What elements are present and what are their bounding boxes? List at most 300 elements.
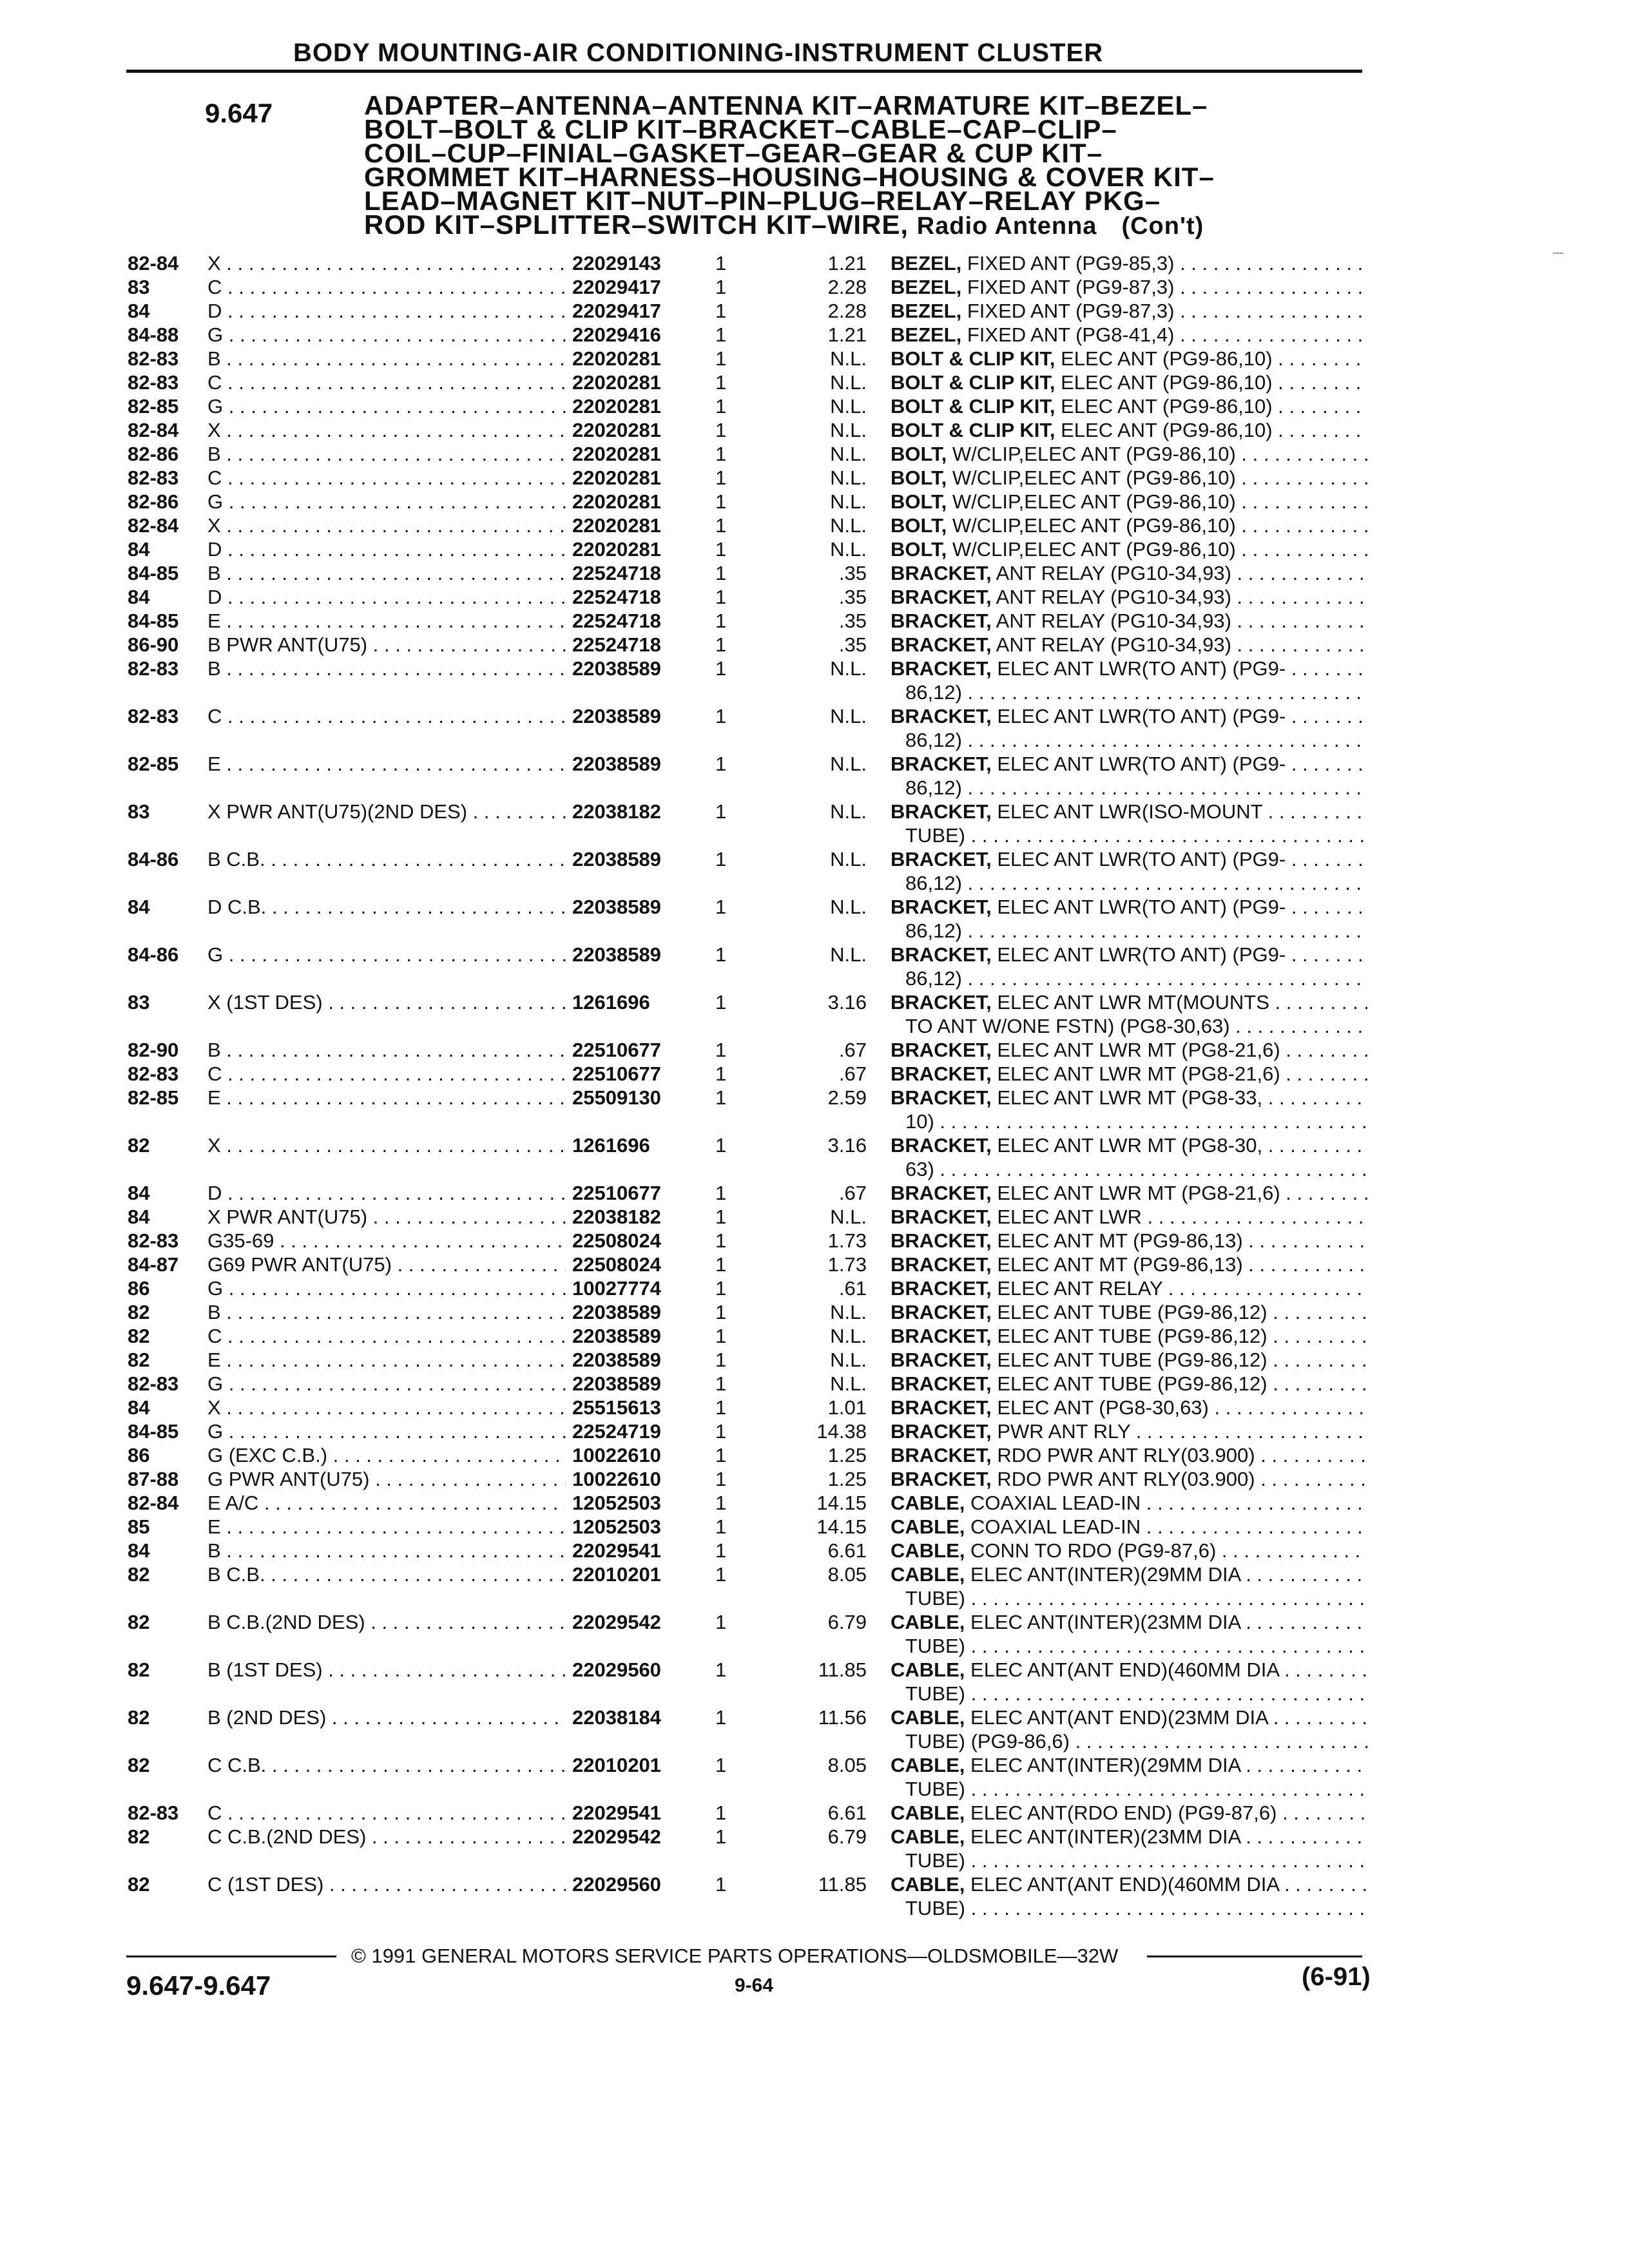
footer-group-range: 9.647-9.647: [126, 1970, 271, 2001]
body-code: B . . .: [207, 1038, 566, 1062]
group-title-line: COIL–CUP–FINIAL–GASKET–GEAR–GEAR & CUP KIT–: [364, 138, 1103, 168]
part-number: 22524718: [568, 585, 661, 609]
model-years: 84-85: [128, 610, 179, 632]
part-description: [891, 394, 1367, 418]
price: .35: [838, 586, 867, 608]
part-detail: ELEC ANT TUBE (PG9-86,12): [997, 1349, 1268, 1371]
part-number: 22029560: [568, 1872, 661, 1896]
part-description: [891, 1491, 1367, 1515]
quantity: 1: [715, 848, 727, 870]
body-code: B (2ND DES) . . .: [207, 1706, 566, 1729]
part-detail: COAXIAL LEAD-IN: [970, 1515, 1141, 1538]
part-detail: FIXED ANT (PG9-87,3): [967, 276, 1175, 298]
model-years: 82-84: [128, 514, 179, 537]
part-detail: ELEC ANT RELAY: [997, 1277, 1163, 1300]
part-number: 22029542: [568, 1825, 661, 1849]
part-description: [891, 585, 1367, 609]
part-description: [891, 537, 1367, 561]
model-years: 82: [128, 1134, 150, 1157]
body-code: E A/C . . .: [207, 1491, 566, 1515]
part-name: BOLT,: [891, 538, 947, 561]
quantity: 1: [715, 1563, 727, 1586]
body-code: G PWR ANT(U75) . . .: [207, 1467, 566, 1491]
model-years: 84: [128, 1182, 150, 1204]
part-number: 22038589: [568, 752, 661, 776]
body-code: B C.B.(2ND DES) . . .: [207, 1610, 566, 1634]
part-name: BRACKET,: [891, 633, 992, 656]
model-years: 82-83: [128, 705, 179, 727]
price: 14.38: [816, 1420, 867, 1443]
body-code: X . . .: [207, 514, 566, 537]
part-number: 22020281: [568, 394, 661, 418]
footer-page-number: 9-64: [735, 1975, 774, 1996]
part-description: [891, 1133, 1367, 1157]
body-code: X . . .: [207, 418, 566, 442]
model-years: 82: [128, 1754, 150, 1776]
price: .67: [838, 1062, 867, 1085]
price: 8.05: [827, 1754, 867, 1776]
price: 2.59: [827, 1086, 867, 1109]
part-detail: PWR ANT RLY: [997, 1420, 1131, 1443]
body-code: B . . .: [207, 347, 566, 370]
body-code: E . . .: [207, 1086, 566, 1110]
part-detail: FIXED ANT (PG9-87,3): [967, 300, 1175, 322]
model-years: 84: [128, 300, 150, 322]
quantity: 1: [715, 586, 727, 608]
model-years: 82-85: [128, 1086, 179, 1109]
quantity: 1: [715, 1039, 727, 1061]
part-description: [891, 1062, 1367, 1086]
part-description-cont: 86,12) . . .: [905, 871, 1367, 895]
model-years: 82-83: [128, 1802, 179, 1824]
part-number: 22010201: [568, 1562, 661, 1586]
part-name: BRACKET,: [891, 1229, 992, 1252]
part-name: BRACKET,: [891, 800, 992, 823]
model-years: 82: [128, 1611, 150, 1633]
model-years: 84-85: [128, 562, 179, 584]
part-description: [891, 1706, 1367, 1729]
part-number: 10022610: [568, 1467, 661, 1491]
price: N.L.: [830, 943, 867, 966]
part-detail: ELEC ANT(ANT END)(460MM DIA: [970, 1658, 1279, 1681]
part-description: [891, 1181, 1367, 1205]
part-detail: ELEC ANT(INTER)(23MM DIA: [970, 1611, 1240, 1633]
model-years: 82-84: [128, 419, 179, 441]
part-number: 22029541: [568, 1801, 661, 1825]
part-number: 12052503: [568, 1491, 661, 1515]
part-detail: ELEC ANT LWR MT (PG8-21,6): [997, 1039, 1280, 1061]
part-detail: W/CLIP,ELEC ANT (PG9-86,10): [952, 538, 1236, 561]
part-name: BRACKET,: [891, 943, 992, 966]
part-number: 22510677: [568, 1181, 661, 1205]
part-detail: ANT RELAY (PG10-34,93): [996, 586, 1231, 608]
part-detail: ELEC ANT LWR(ISO-MOUNT: [997, 800, 1263, 823]
quantity: 1: [715, 490, 727, 513]
part-number: 22020281: [568, 347, 661, 370]
price: 14.15: [816, 1515, 867, 1538]
part-description: [891, 704, 1367, 728]
price: 11.56: [818, 1706, 867, 1729]
quantity: 1: [715, 753, 727, 775]
part-number: 22524718: [568, 609, 661, 633]
quantity: 1: [715, 1492, 727, 1514]
body-code: B (1ST DES) . . .: [207, 1658, 566, 1682]
body-code: G . . .: [207, 1276, 566, 1300]
price: .67: [838, 1039, 867, 1061]
part-description: [891, 800, 1367, 823]
price: 6.61: [827, 1539, 867, 1562]
model-years: 87-88: [128, 1468, 179, 1490]
margin-mark: [1553, 253, 1563, 254]
body-code: C . . .: [207, 1801, 566, 1825]
body-code: C (1ST DES) . . .: [207, 1872, 566, 1896]
part-detail: ELEC ANT (PG9-86,10): [1061, 347, 1273, 370]
quantity: 1: [715, 466, 727, 489]
part-name: CABLE,: [891, 1515, 965, 1538]
price: 6.79: [827, 1611, 867, 1633]
part-description: [891, 251, 1367, 275]
body-code: C . . .: [207, 370, 566, 394]
part-number: 22038589: [568, 895, 661, 919]
body-code: G . . .: [207, 490, 566, 514]
part-detail: ANT RELAY (PG10-34,93): [996, 610, 1231, 632]
price: N.L.: [830, 800, 867, 823]
quantity: 1: [715, 1515, 727, 1538]
part-description-cont: 86,12) . . .: [905, 919, 1367, 943]
price: 6.79: [827, 1825, 867, 1848]
part-detail: ELEC ANT (PG9-86,10): [1061, 419, 1273, 441]
model-years: 84-85: [128, 1420, 179, 1443]
part-description: [891, 1801, 1367, 1825]
part-description: [891, 1372, 1367, 1396]
price: .61: [838, 1277, 867, 1300]
part-number: 22020281: [568, 537, 661, 561]
model-years: 83: [128, 800, 150, 823]
part-number: 22524718: [568, 561, 661, 585]
part-name: CABLE,: [891, 1492, 965, 1514]
part-description-cont: 63) . . .: [905, 1157, 1367, 1181]
quantity: 1: [715, 1301, 727, 1323]
part-number: 22508024: [568, 1253, 661, 1276]
part-number: 22038182: [568, 1205, 661, 1229]
part-description-cont: TUBE) . . .: [905, 1634, 1367, 1658]
part-name: BRACKET,: [891, 705, 992, 727]
part-name: BRACKET,: [891, 1277, 992, 1300]
quantity: 1: [715, 538, 727, 561]
part-number: 22038589: [568, 943, 661, 966]
part-name: BRACKET,: [891, 1134, 992, 1157]
body-code: C . . .: [207, 1324, 566, 1348]
group-title-last-line: [364, 209, 1318, 240]
quantity: 1: [715, 252, 727, 274]
part-number: 22029417: [568, 299, 661, 323]
part-name: BOLT & CLIP KIT,: [891, 395, 1055, 418]
model-years: 83: [128, 991, 150, 1014]
part-name: BEZEL,: [891, 252, 962, 274]
quantity: 1: [715, 347, 727, 370]
price: 3.16: [827, 1134, 867, 1157]
part-detail: ELEC ANT LWR MT(MOUNTS: [997, 991, 1269, 1014]
price: N.L.: [830, 466, 867, 489]
body-code: C . . .: [207, 1062, 566, 1086]
body-code: D C.B. . . .: [207, 895, 566, 919]
quantity: 1: [715, 991, 727, 1014]
quantity: 1: [715, 1372, 727, 1395]
price: N.L.: [830, 395, 867, 418]
part-name: BRACKET,: [891, 1396, 992, 1419]
part-name: CABLE,: [891, 1706, 965, 1729]
part-description: [891, 347, 1367, 370]
group-number: 9.647: [205, 98, 273, 128]
part-number: 22038589: [568, 657, 661, 680]
part-name: BRACKET,: [891, 1325, 992, 1347]
price: N.L.: [830, 896, 867, 918]
body-code: B . . .: [207, 561, 566, 585]
model-years: 82-83: [128, 1372, 179, 1395]
part-detail: ANT RELAY (PG10-34,93): [996, 633, 1231, 656]
part-description: [891, 657, 1367, 680]
quantity: 1: [715, 514, 727, 537]
price: N.L.: [830, 514, 867, 537]
part-name: BOLT,: [891, 443, 947, 465]
model-years: 82: [128, 1873, 150, 1896]
body-code: B PWR ANT(U75) . . .: [207, 633, 566, 657]
part-name: BRACKET,: [891, 1301, 992, 1323]
part-description: [891, 299, 1367, 323]
part-number: 22029541: [568, 1539, 661, 1562]
model-years: 85: [128, 1515, 150, 1538]
part-name: BOLT,: [891, 490, 947, 513]
price: 8.05: [827, 1563, 867, 1586]
group-title-line: ADAPTER–ANTENNA–ANTENNA KIT–ARMATURE KIT–BEZEL–: [364, 90, 1208, 120]
part-detail: FIXED ANT (PG9-85,3): [967, 252, 1175, 274]
part-name: BRACKET,: [891, 1086, 992, 1109]
part-number: 22010201: [568, 1753, 661, 1777]
part-name: BEZEL,: [891, 323, 962, 346]
price: .35: [838, 633, 867, 656]
part-detail: ELEC ANT LWR(TO ANT) (PG9-: [997, 705, 1286, 727]
body-code: X . . .: [207, 251, 566, 275]
part-description: [891, 418, 1367, 442]
section-title: BODY MOUNTING-AIR CONDITIONING-INSTRUMENT CLUSTER: [293, 39, 1104, 67]
group-title-continued: (Con't): [1121, 213, 1204, 240]
quantity: 1: [715, 323, 727, 346]
quantity: 1: [715, 1444, 727, 1466]
part-name: BRACKET,: [891, 1062, 992, 1085]
part-detail: W/CLIP,ELEC ANT (PG9-86,10): [952, 490, 1236, 513]
quantity: 1: [715, 1611, 727, 1633]
model-years: 82-85: [128, 753, 179, 775]
model-years: 82-83: [128, 371, 179, 394]
part-number: 22038589: [568, 704, 661, 728]
body-code: X PWR ANT(U75) . . .: [207, 1205, 566, 1229]
price: 2.28: [827, 300, 867, 322]
part-description: [891, 1324, 1367, 1348]
quantity: 1: [715, 443, 727, 465]
model-years: 82: [128, 1349, 150, 1371]
footer-date: (6-91): [1302, 1963, 1371, 1991]
part-description-cont: 10) . . .: [905, 1110, 1367, 1133]
part-number: 22029542: [568, 1610, 661, 1634]
model-years: 82-83: [128, 657, 179, 680]
body-code: G . . .: [207, 1372, 566, 1396]
header-rule: [126, 70, 1362, 73]
body-code: X . . .: [207, 1396, 566, 1419]
part-number: 22038182: [568, 800, 661, 823]
part-number: 22020281: [568, 370, 661, 394]
part-description: [891, 609, 1367, 633]
quantity: 1: [715, 1396, 727, 1419]
part-description: [891, 1348, 1367, 1372]
quantity: 1: [715, 633, 727, 656]
body-code: D . . .: [207, 1181, 566, 1205]
part-name: BOLT & CLIP KIT,: [891, 419, 1055, 441]
quantity: 1: [715, 943, 727, 966]
quantity: 1: [715, 1229, 727, 1252]
part-name: CABLE,: [891, 1611, 965, 1633]
part-name: BRACKET,: [891, 1206, 992, 1228]
part-name: BRACKET,: [891, 610, 992, 632]
part-description: [891, 847, 1367, 871]
body-code: X . . .: [207, 1133, 566, 1157]
part-description: [891, 1276, 1367, 1300]
quantity: 1: [715, 1277, 727, 1300]
quantity: 1: [715, 1468, 727, 1490]
part-detail: ELEC ANT(RDO END) (PG9-87,6): [970, 1802, 1277, 1824]
model-years: 86: [128, 1444, 150, 1466]
quantity: 1: [715, 1825, 727, 1848]
model-years: 83: [128, 276, 150, 298]
model-years: 82: [128, 1301, 150, 1323]
part-description: [891, 490, 1367, 514]
part-name: BRACKET,: [891, 562, 992, 584]
part-description-cont: 86,12) . . .: [905, 680, 1367, 704]
part-description: [891, 990, 1367, 1014]
price: 1.21: [827, 252, 867, 274]
price: N.L.: [830, 538, 867, 561]
group-title-last: ROD KIT–SPLITTER–SWITCH KIT–WIRE,: [364, 209, 909, 240]
part-number: 10027774: [568, 1276, 661, 1300]
part-name: BRACKET,: [891, 1182, 992, 1204]
quantity: 1: [715, 1420, 727, 1443]
part-detail: ELEC ANT TUBE (PG9-86,12): [997, 1301, 1268, 1323]
part-name: BEZEL,: [891, 300, 962, 322]
price: N.L.: [830, 347, 867, 370]
part-description: [891, 1396, 1367, 1419]
part-number: 1261696: [568, 990, 650, 1014]
part-description: [891, 752, 1367, 776]
part-name: BRACKET,: [891, 1372, 992, 1395]
body-code: B . . .: [207, 1300, 566, 1324]
quantity: 1: [715, 1802, 727, 1824]
part-detail: W/CLIP,ELEC ANT (PG9-86,10): [952, 514, 1236, 537]
model-years: 84: [128, 1539, 150, 1562]
model-years: 84: [128, 1396, 150, 1419]
quantity: 1: [715, 1182, 727, 1204]
price: N.L.: [830, 1206, 867, 1228]
model-years: 82-83: [128, 466, 179, 489]
quantity: 1: [715, 276, 727, 298]
model-years: 82-83: [128, 1062, 179, 1085]
price: N.L.: [830, 705, 867, 727]
part-description: [891, 1610, 1367, 1634]
part-detail: ELEC ANT TUBE (PG9-86,12): [997, 1372, 1268, 1395]
body-code: E . . .: [207, 1348, 566, 1372]
part-detail: ELEC ANT (PG9-86,10): [1061, 371, 1273, 394]
quantity: 1: [715, 1325, 727, 1347]
quantity: 1: [715, 1206, 727, 1228]
quantity: 1: [715, 1658, 727, 1681]
part-number: 1261696: [568, 1133, 650, 1157]
quantity: 1: [715, 1349, 727, 1371]
body-code: G . . .: [207, 1419, 566, 1443]
part-detail: ELEC ANT MT (PG9-86,13): [997, 1229, 1243, 1252]
body-code: D . . .: [207, 537, 566, 561]
quantity: 1: [715, 1062, 727, 1085]
model-years: 84: [128, 586, 150, 608]
model-years: 84-88: [128, 323, 179, 346]
quantity: 1: [715, 705, 727, 727]
price: 3.16: [827, 991, 867, 1014]
body-code: B . . .: [207, 442, 566, 466]
part-name: CABLE,: [891, 1754, 965, 1776]
part-name: BRACKET,: [891, 753, 992, 775]
part-number: 25515613: [568, 1396, 661, 1419]
part-detail: ELEC ANT(ANT END)(460MM DIA: [970, 1873, 1279, 1896]
part-number: 22038589: [568, 1324, 661, 1348]
part-number: 22510677: [568, 1062, 661, 1086]
quantity: 1: [715, 610, 727, 632]
part-number: 22020281: [568, 466, 661, 490]
part-name: BRACKET,: [891, 1039, 992, 1061]
part-description-cont: TUBE) . . .: [905, 823, 1367, 847]
part-number: 22020281: [568, 418, 661, 442]
body-code: B . . .: [207, 657, 566, 680]
part-number: 12052503: [568, 1515, 661, 1539]
price: 1.73: [827, 1229, 867, 1252]
part-name: CABLE,: [891, 1563, 965, 1586]
part-description: [891, 1300, 1367, 1324]
part-description: [891, 895, 1367, 919]
part-description: [891, 275, 1367, 299]
price: 1.73: [827, 1253, 867, 1276]
part-name: BRACKET,: [891, 1253, 992, 1276]
part-detail: ELEC ANT LWR: [997, 1206, 1142, 1228]
model-years: 82: [128, 1706, 150, 1729]
part-number: 25509130: [568, 1086, 661, 1110]
price: N.L.: [830, 371, 867, 394]
part-detail: ELEC ANT(INTER)(23MM DIA: [970, 1825, 1240, 1848]
model-years: 82-83: [128, 1229, 179, 1252]
quantity: 1: [715, 800, 727, 823]
part-detail: ELEC ANT LWR(TO ANT) (PG9-: [997, 848, 1286, 870]
part-description: [891, 1562, 1367, 1586]
part-description-cont: 86,12) . . .: [905, 966, 1367, 990]
part-description: [891, 633, 1367, 657]
part-name: BOLT & CLIP KIT,: [891, 347, 1055, 370]
part-detail: RDO PWR ANT RLY(03.900): [997, 1444, 1255, 1466]
part-name: BOLT & CLIP KIT,: [891, 371, 1055, 394]
part-description: [891, 1205, 1367, 1229]
part-detail: ANT RELAY (PG10-34,93): [996, 562, 1231, 584]
model-years: 84: [128, 1206, 150, 1228]
part-number: 22029417: [568, 275, 661, 299]
quantity: 1: [715, 1539, 727, 1562]
part-detail: ELEC ANT LWR MT (PG8-21,6): [997, 1062, 1280, 1085]
body-code: C . . .: [207, 704, 566, 728]
model-years: 82: [128, 1563, 150, 1586]
price: .35: [838, 562, 867, 584]
